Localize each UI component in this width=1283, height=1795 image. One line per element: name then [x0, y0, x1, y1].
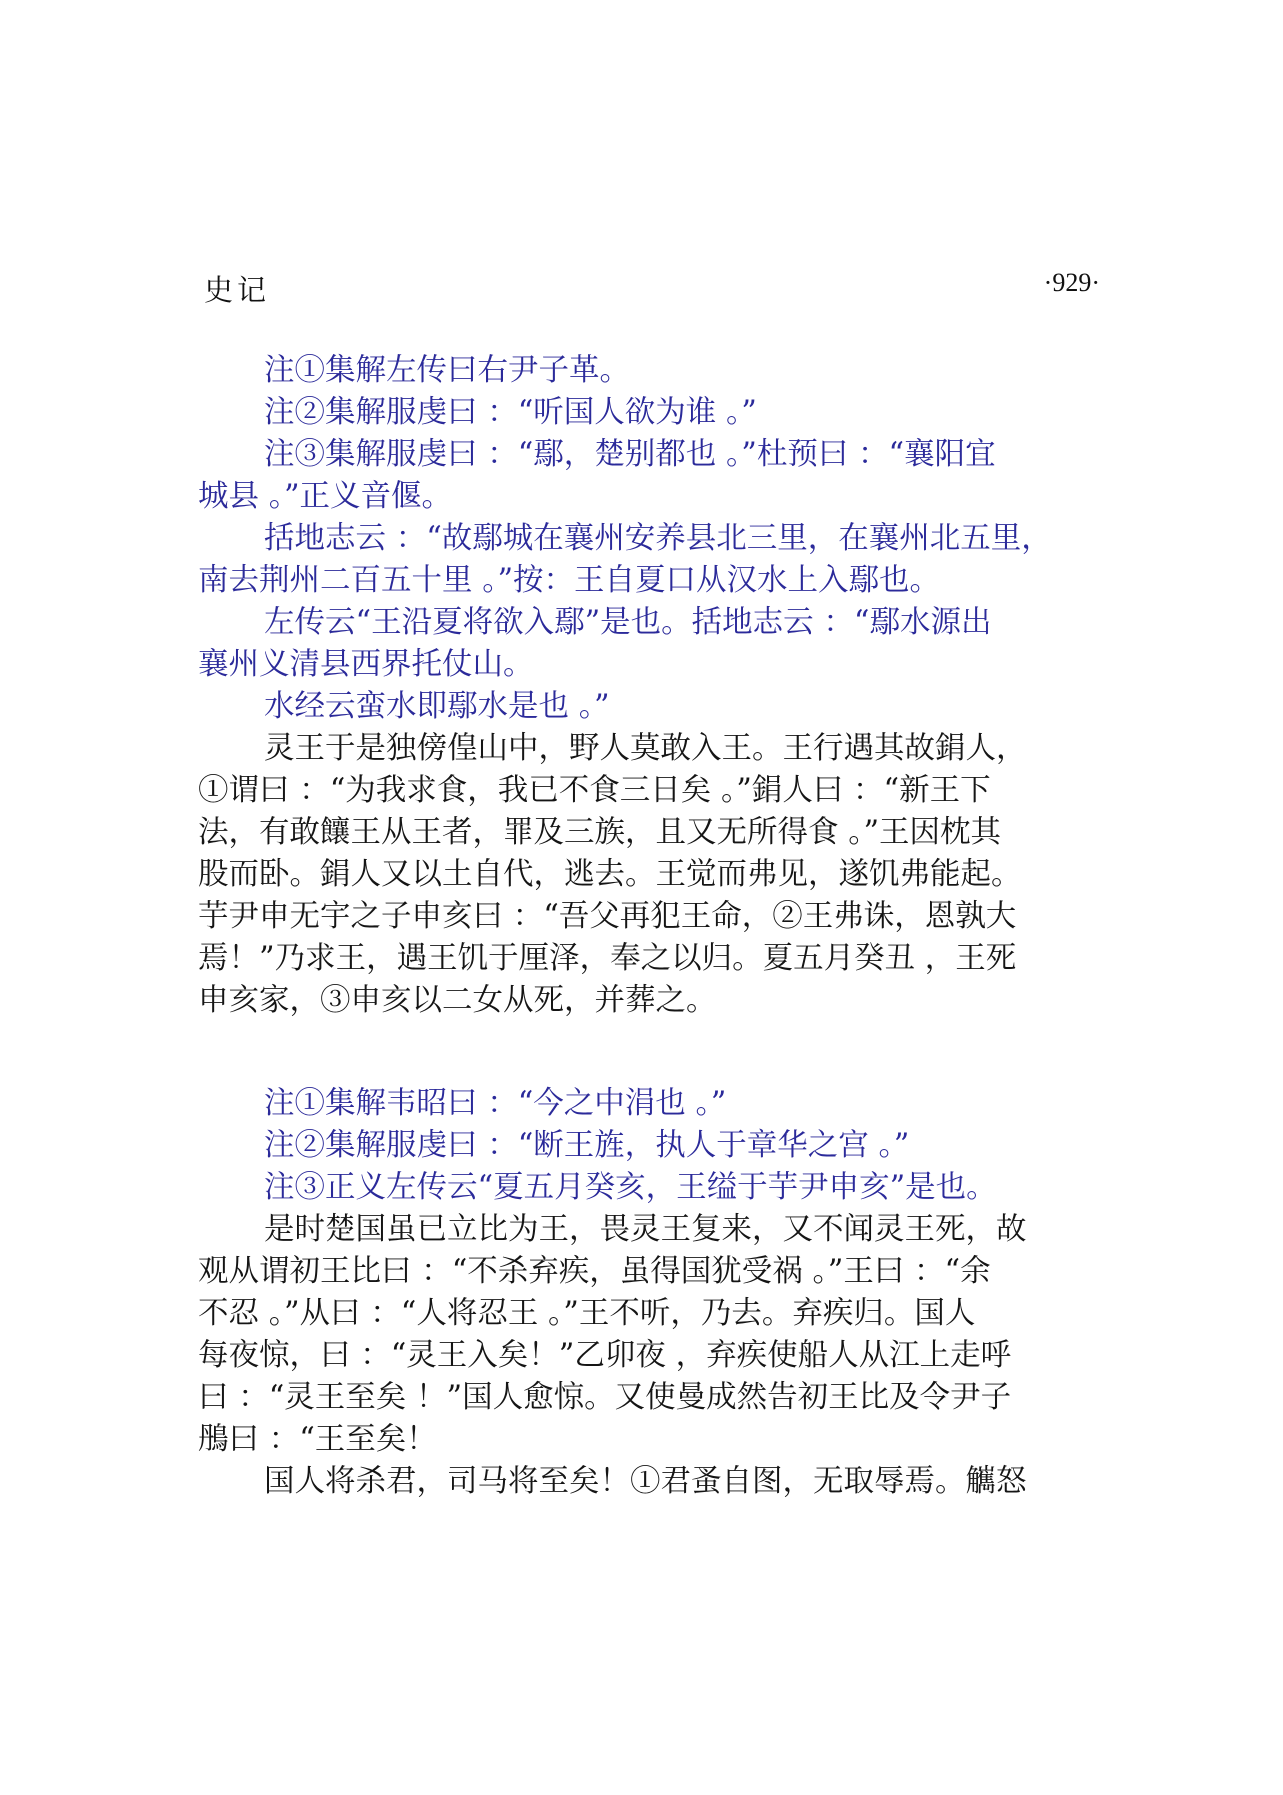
page-body [198, 350, 1098, 1503]
note-line: 注③集解服虔曰 ：“鄢，楚别都也 。”杜预曰 ：“襄阳宜 [264, 437, 996, 472]
text-line: 不忍 。”从曰 ：“人将忍王 。”王不听，乃去。弃疾归。国人 [198, 1296, 976, 1331]
note-line: 注①集解左传曰右尹子革。 [264, 353, 630, 388]
note-line: 南去荆州二百五十里 。”按：王自夏口从汉水上入鄢也。 [198, 563, 941, 598]
text-line: 申亥家，③申亥以二女从死，并葬之。 [198, 983, 717, 1018]
text-line: 曰 ：“灵王至矣 ！”国人愈惊。又使曼成然告初王比及令尹子 [198, 1380, 1012, 1415]
paragraph-gap [198, 1022, 1098, 1083]
text-line: 是时楚国虽已立比为王，畏灵王复来，又不闻灵王死，故 [264, 1212, 1027, 1247]
text-line: 国人将杀君，司马将至矣！①君蚤自图，无取辱焉。觽怒 [264, 1464, 1027, 1499]
text-line: 焉！”乃求王，遇王饥于厘泽，奉之以归。夏五月癸丑 ，王死 [198, 941, 1017, 976]
book-title: 史记 [204, 273, 271, 307]
note-line: 城县 。”正义音偃。 [198, 479, 453, 514]
text-line: 观从谓初王比曰 ：“不杀弃疾，虽得国犹受祸 。”王曰 ：“余 [198, 1254, 991, 1289]
text-line: 法，有敢饟王从王者，罪及三族，且又无所得食 。”王因枕其 [198, 815, 1002, 850]
page-number: ·929· [1043, 268, 1100, 297]
note-line: 水经云蛮水即鄢水是也 。” [264, 689, 610, 724]
text-line: 股而卧。鋗人又以土自代，逃去。王觉而弗见，遂饥弗能起。 [198, 857, 1022, 892]
note-line: 注③正义左传云“夏五月癸亥，王缢于芋尹申亥”是也。 [264, 1170, 997, 1205]
text-line: 每夜惊，曰 ：“灵王入矣！”乙卯夜 ，弃疾使船人从江上走呼 [198, 1338, 1012, 1373]
note-line: 括地志云 ：“故鄢城在襄州安养县北三里，在襄州北五里， [264, 521, 1052, 556]
note-line: 注②集解服虔曰 ：“断王旌，执人于章华之宫 。” [264, 1128, 910, 1163]
text-line: 鴅曰 ：“王至矣！ [198, 1422, 437, 1457]
note-line: 注②集解服虔曰 ：“听国人欲为谁 。” [264, 395, 757, 430]
page-header [204, 268, 1100, 308]
note-line: 襄州义清县西界托仗山。 [198, 647, 534, 682]
note-line: 左传云“王沿夏将欲入鄢”是也。括地志云 ：“鄢水源出 [264, 605, 992, 640]
note-line: 注①集解韦昭曰 ：“今之中涓也 。” [264, 1086, 727, 1121]
text-line: ①谓曰 ：“为我求食，我已不食三日矣 。”鋗人曰 ：“新王下 [198, 773, 991, 808]
text-line: 灵王于是独傍偟山中，野人莫敢入王。王行遇其故鋗人， [264, 731, 1027, 766]
text-line: 芋尹申无宇之子申亥曰 ：“吾父再犯王命，②王弗诛，恩孰大 [198, 899, 1017, 934]
